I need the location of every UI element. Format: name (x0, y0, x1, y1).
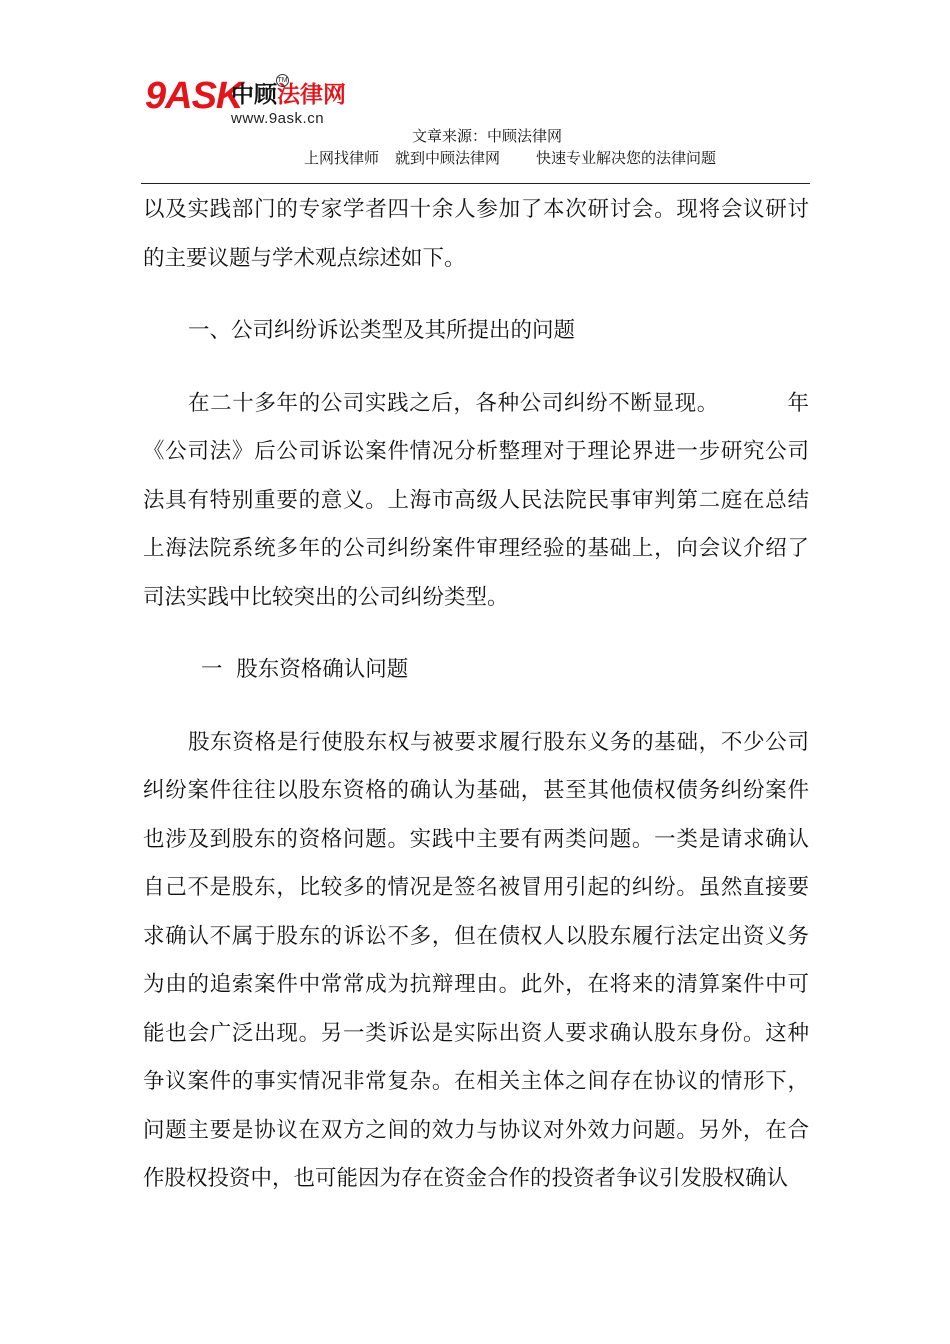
logo-chinese-name (231, 80, 346, 110)
paragraph-shareholder: 股东资格是行使股东权与被要求履行股东义务的基础，不少公司纠纷案件往往以股东资格的确认为基础，甚至其他债权债务纠纷案件也涉及到股东的资格问题。实践中主要有两类问题。一类是请求确认自己不是股东，比较多的情况是签名被冒用引起的纠纷。虽然直接要求确认不属于股东的诉讼不多，但在债权人以股东履行法定出资义务为由的追索案件中常常成为抗辩理由。此外，在将来的清算案件中可能也会广泛出现。另一类诉讼是实际出资人要求确认股东身份。这种争议案件的事实情况非常复杂。在相关主体之间存在协议的情形下，问题主要是协议在双方之间的效力与协议对外效力问题。另外，在合作股权投资中，也可能因为存在资金合作的投资者争议引发股权确认 (143, 729, 809, 1191)
logo-cn-black: 中顾 (231, 82, 277, 108)
site-logo[interactable] (143, 74, 373, 132)
subsection-heading (143, 646, 809, 695)
paragraph-practice (143, 380, 809, 623)
subsection-title: 股东资格确认问题 (236, 657, 409, 682)
slogan-part-3: 快速专业解决您的法律问题 (536, 149, 717, 167)
subsection-number: 一 (201, 657, 223, 682)
header-divider (141, 183, 810, 184)
trademark-icon: TM (276, 74, 289, 87)
logo-url: www.9ask.cn (231, 110, 325, 127)
site-slogan (304, 148, 716, 168)
slogan-part-2: 就到中顾法律网 (395, 149, 501, 167)
article-source: 文章来源：中顾法律网 (412, 127, 563, 145)
logo-9ask-mark: 9ASK (145, 75, 243, 117)
paragraph-practice-rest: 《公司法》后公司诉讼案件情况分析整理对于理论界进一步研究公司法具有特别重要的意义。上海市高级人民法院民事审判第二庭在总结上海法院系统多年的公司纠纷案件审理经验的基础上，向会议介绍了司法实践中比较突出的公司纠纷类型。 (143, 439, 809, 610)
paragraph-intro: 以及实践部门的专家学者四十余人参加了本次研讨会。现将会议研讨的主要议题与学术观点综述如下。 (143, 197, 809, 271)
logo-cn-red: 法律网 (277, 82, 346, 108)
section-heading: 一、公司纠纷诉讼类型及其所提出的问题 (188, 318, 576, 343)
article-body (143, 186, 809, 1204)
slogan-part-1: 上网找律师 (304, 149, 380, 167)
paragraph-practice-year: 年 (786, 390, 809, 416)
paragraph-practice-lead: 在二十多年的公司实践之后，各种公司纠纷不断显现。 (188, 390, 719, 416)
